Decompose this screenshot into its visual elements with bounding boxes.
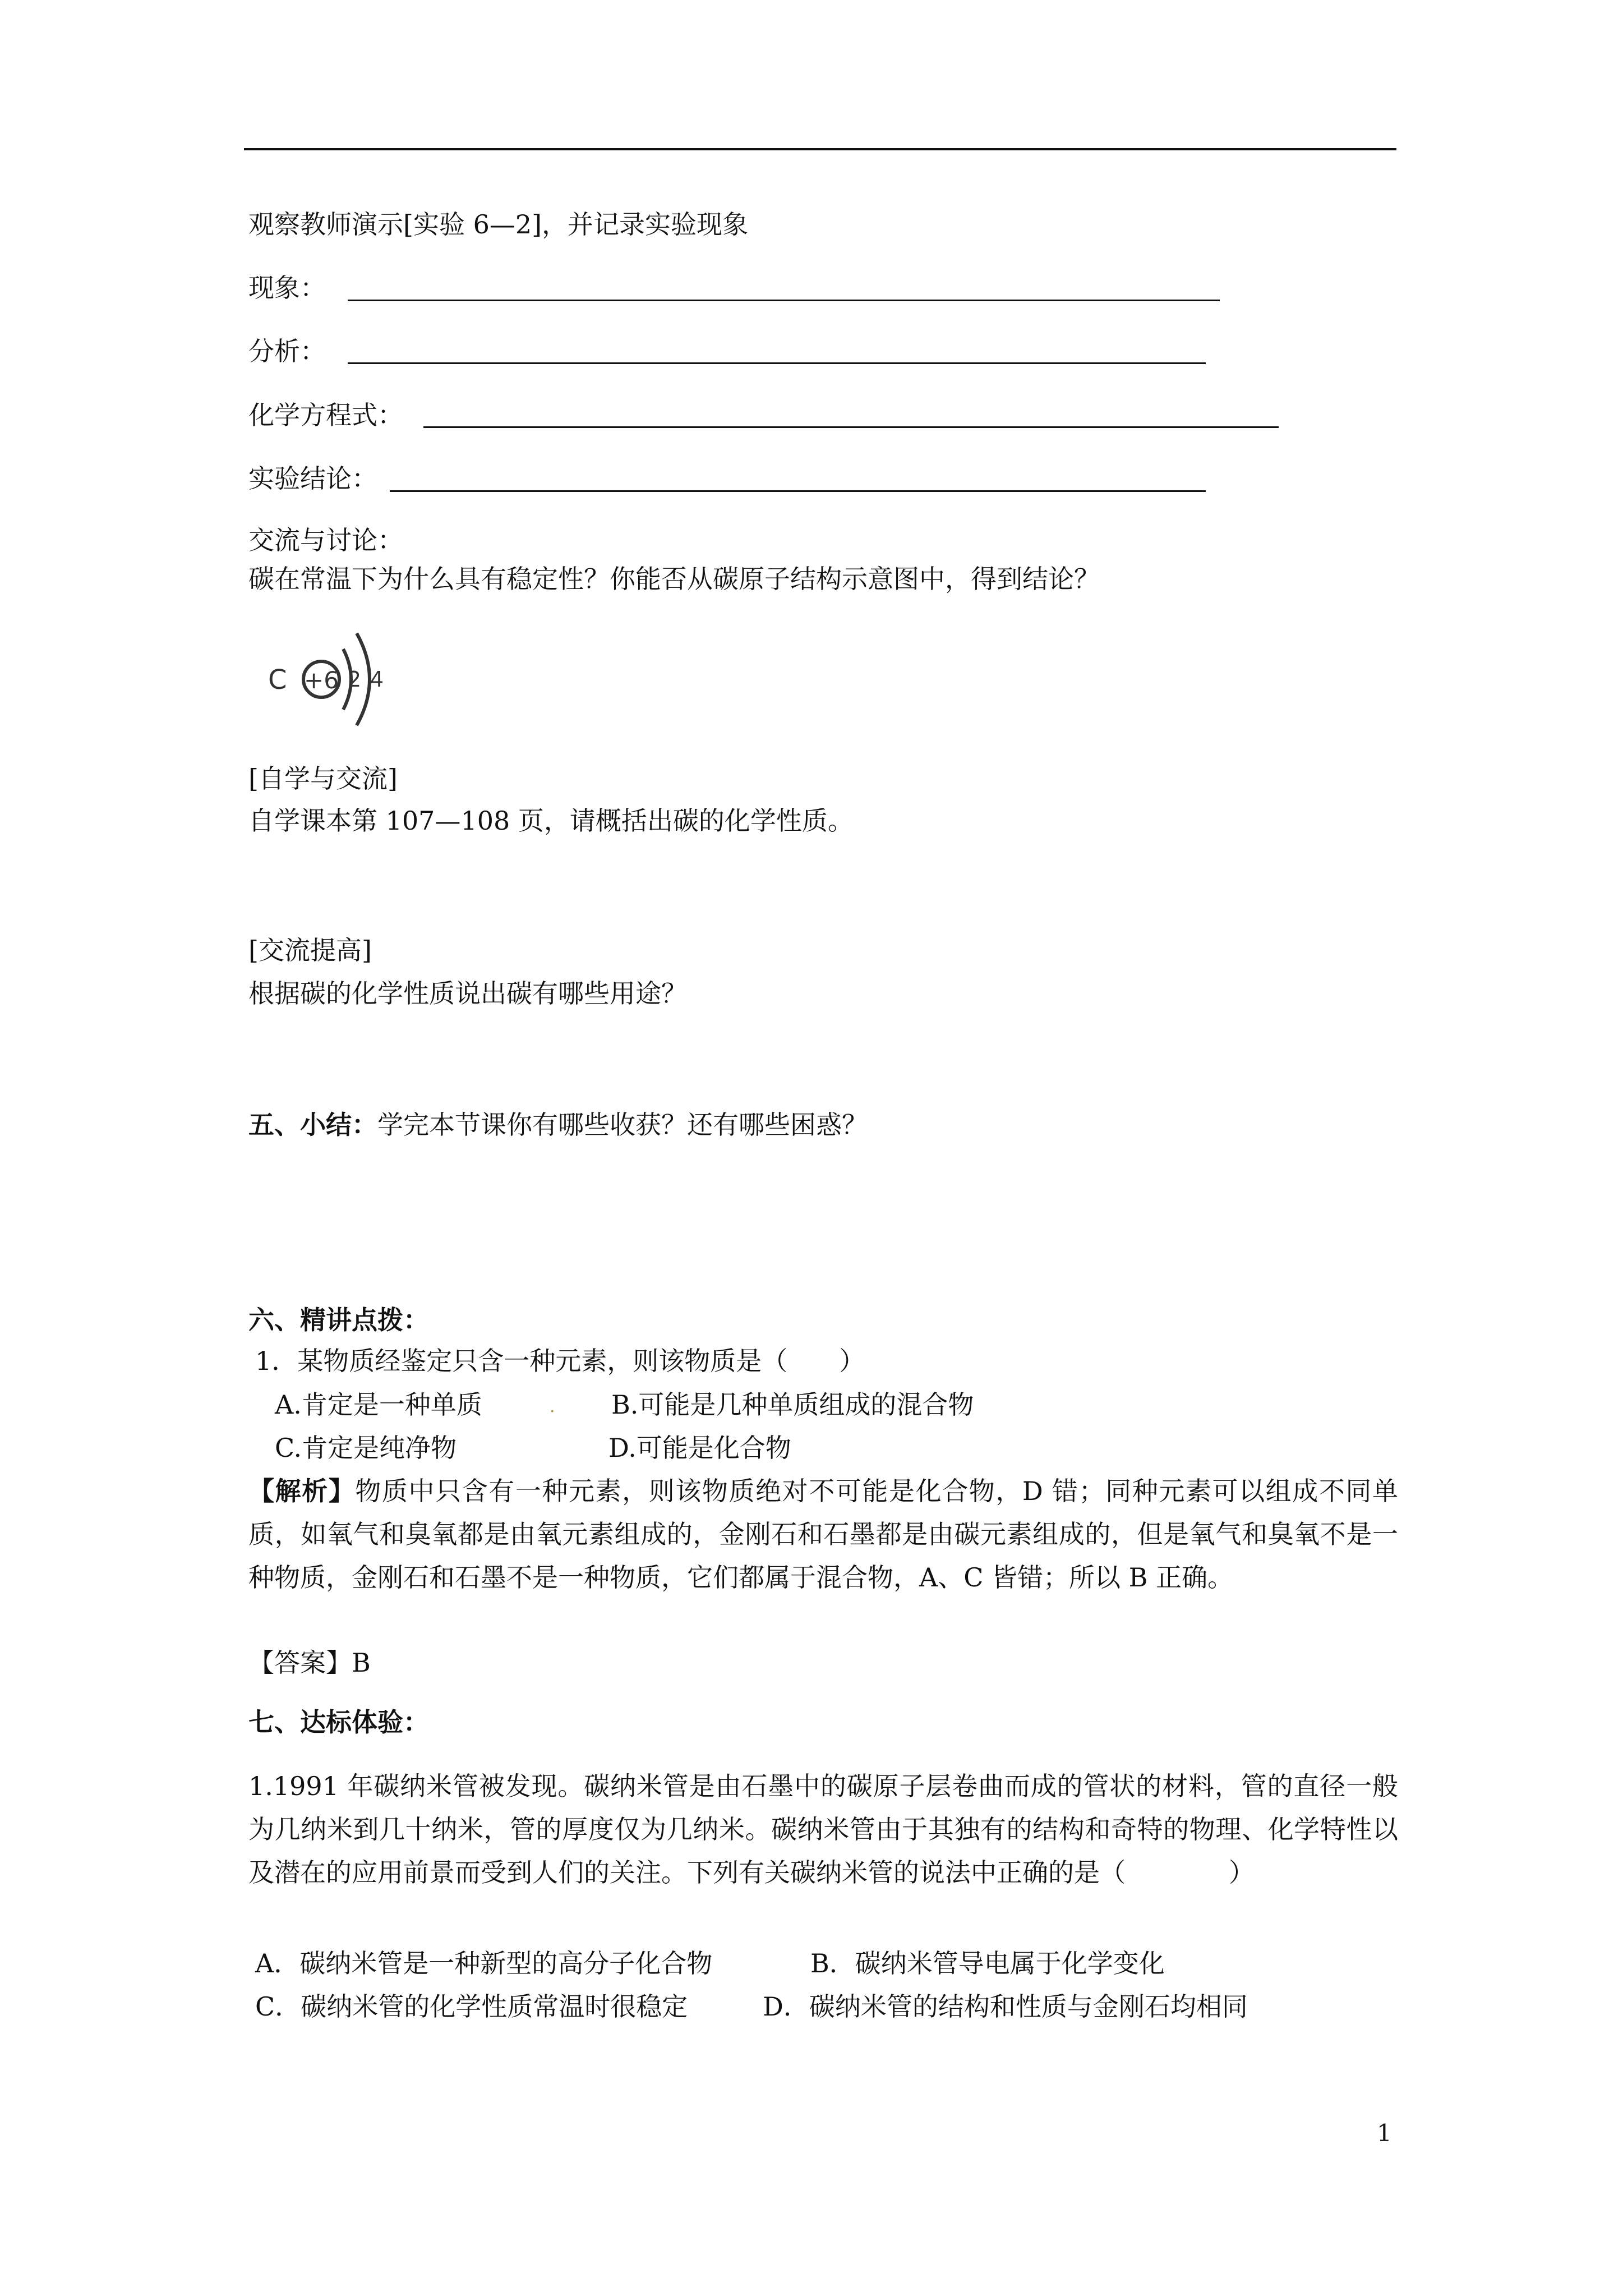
self-study-text: 自学课本第 107—108 页，请概括出碳的化学性质。 [248,806,854,836]
summary-line [248,1108,868,1142]
lecture-title: 六、精讲点拨： [248,1305,429,1335]
lecture-answer: 【答案】B [248,1648,371,1678]
phenomenon-label: 现象： [248,273,326,303]
stray-dot: . [550,1397,555,1416]
equation-blank [423,426,1279,428]
practice-option-b: B．碳纳米管导电属于化学变化 [810,1948,1165,1978]
page-number: 1 [1377,2119,1392,2147]
analysis-blank [348,362,1206,364]
analysis-text: 物质中只含有一种元素，则该物质绝对不可能是化合物，D 错；同种元素可以组成不同单质，如氧气和臭氧都是由氧元素组成的，金刚石和石墨都是由碳元素组成的，但是氧气和臭氧不是一种物质，金刚石和石墨不是一种物质，它们都属于混合物，A、C 皆错；所以 B 正确。 [248,1476,1398,1593]
self-study-heading: [自学与交流] [248,763,398,794]
conclusion-blank [390,490,1206,492]
lecture-option-b: B.可能是几种单质组成的混合物 [611,1389,974,1420]
exchange-heading: [交流提高] [248,935,372,965]
lecture-analysis [248,1470,1398,1599]
lecture-option-c: C.肯定是纯净物 [275,1433,457,1463]
equation-label: 化学方程式： [248,400,403,430]
header-rule [244,148,1396,150]
practice-option-a: A．碳纳米管是一种新型的高分子化合物 [255,1948,713,1978]
lecture-question: 1．某物质经鉴定只含一种元素，则该物质是（ ） [255,1346,865,1376]
practice-title: 七、达标体验： [248,1707,429,1737]
carbon-atom-structure-diagram [258,609,404,743]
exchange-text: 根据碳的化学性质说出碳有哪些用途？ [248,978,687,1009]
nucleus-charge: +6 [304,666,339,694]
practice-option-c: C．碳纳米管的化学性质常温时很稳定 [255,1991,688,2022]
atom-symbol: C [268,664,287,696]
discussion-heading: 交流与讨论： [248,525,403,555]
practice-option-d: D．碳纳米管的结构和性质与金刚石均相同 [763,1991,1248,2022]
analysis-label: 分析： [248,336,326,366]
inner-shell-electrons: 2 [347,667,362,692]
conclusion-label: 实验结论： [248,463,377,494]
phenomenon-blank [348,300,1220,301]
lecture-option-a: A.肯定是一种单质 [275,1389,482,1420]
summary-text: 学完本节课你有哪些收获？还有哪些困惑？ [377,1110,868,1140]
discussion-question: 碳在常温下为什么具有稳定性？你能否从碳原子结构示意图中，得到结论？ [248,564,1100,594]
outer-shell-electrons: 4 [370,667,384,692]
summary-title: 五、小结： [248,1110,377,1140]
lecture-option-d: D.可能是化合物 [608,1433,791,1463]
practice-question: 1.1991 年碳纳米管被发现。碳纳米管是由石墨中的碳原子层卷曲而成的管状的材料，管的直径一般为几纳米到几十纳米，管的厚度仅为几纳米。碳纳米管由于其独有的结构和奇特的物理、化学特性以及潜在的应用前景而受到人们的关注。下列有关碳纳米管的说法中正确的是（ ） [248,1771,1398,1888]
analysis-tag: 【解析】 [248,1476,356,1506]
experiment-intro: 观察教师演示[实验 6—2]，并记录实验现象 [248,209,749,240]
